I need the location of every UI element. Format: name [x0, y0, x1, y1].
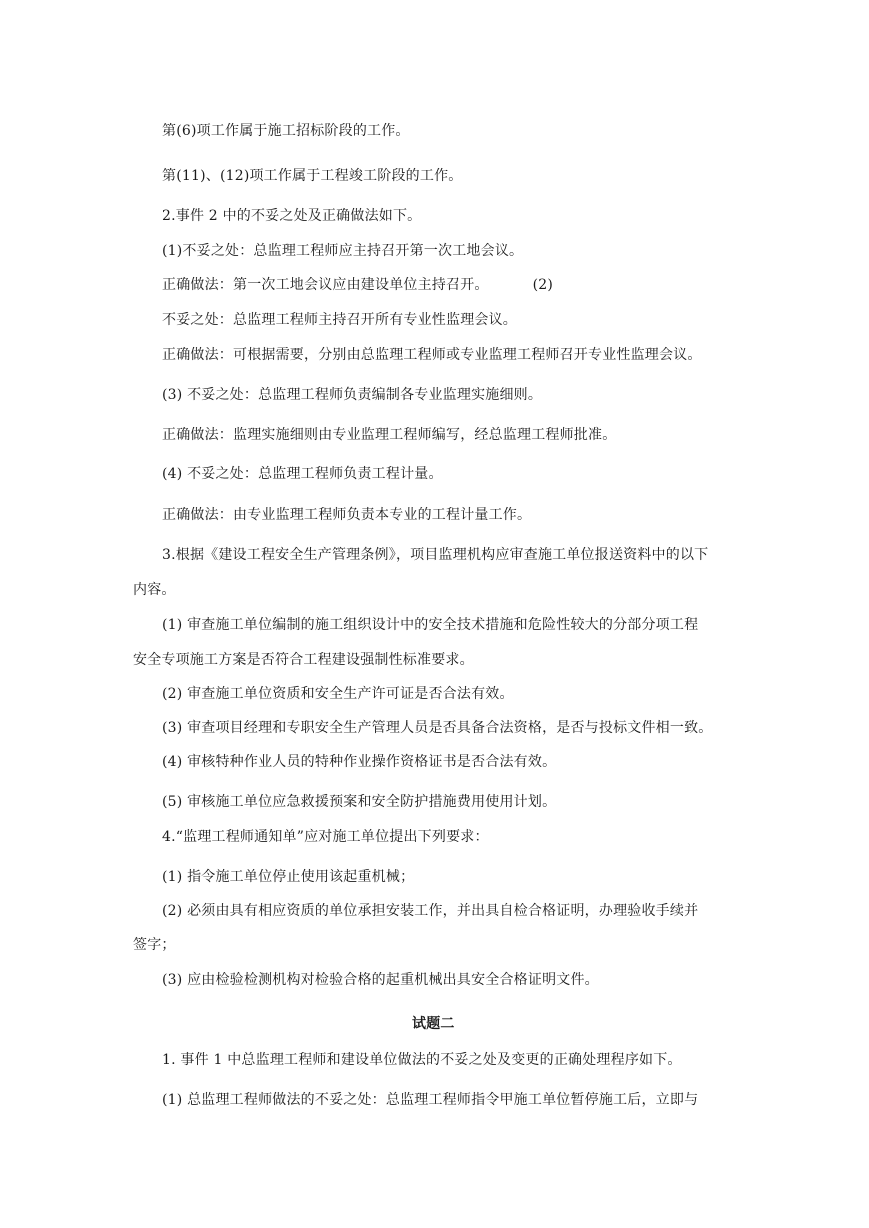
- answer-heading-3-continued: 内容。: [133, 582, 176, 598]
- item-2-number: (2): [532, 277, 554, 293]
- section-title-question-2: 试题二: [412, 1016, 455, 1032]
- correction-3-line: 正确做法：监理实施细则由专业监理工程师编写，经总监理工程师批准。: [162, 427, 617, 443]
- review-item-1-continued: 安全专项施工方案是否符合工程建设强制性标准要求。: [133, 652, 474, 668]
- requirement-1: (1) 指令施工单位停止使用该起重机械；: [162, 869, 415, 885]
- q2-item-1: (1) 总监理工程师做法的不妥之处：总监理工程师指令甲施工单位暂停施工后，立即与: [162, 1092, 699, 1108]
- requirement-2: (2) 必须由具有相应资质的单位承担安装工作，并出具自检合格证明，办理验收手续并: [162, 903, 699, 919]
- correction-2-line: 正确做法：可根据需要，分别由总监理工程师或专业监理工程师召开专业性监理会议。: [162, 347, 702, 363]
- review-item-1: (1) 审查施工单位编制的施工组织设计中的安全技术措施和危险性较大的分部分项工程: [162, 617, 699, 633]
- review-item-3: (3) 审查项目经理和专职安全生产管理人员是否具备合法资格，是否与投标文件相一致。: [162, 720, 713, 736]
- review-item-4: (4) 审核特种作业人员的特种作业操作资格证书是否合法有效。: [162, 754, 557, 770]
- answer-line-item11-12: 第(11)、(12)项工作属于工程竣工阶段的工作。: [162, 168, 463, 184]
- review-item-5: (5) 审核施工单位应急救援预案和安全防护措施费用使用计划。: [162, 794, 557, 810]
- requirement-2-continued: 签字；: [133, 937, 176, 953]
- answer-heading-q2-1: 1. 事件 1 中总监理工程师和建设单位做法的不妥之处及变更的正确处理程序如下。: [162, 1052, 682, 1068]
- correction-1-text: 正确做法：第一次工地会议应由建设单位主持召开。: [162, 277, 489, 293]
- issue-1-line: (1)不妥之处：总监理工程师应主持召开第一次工地会议。: [162, 243, 524, 259]
- review-item-2: (2) 审查施工单位资质和安全生产许可证是否合法有效。: [162, 686, 514, 702]
- answer-heading-3: 3.根据《建设工程安全生产管理条例》，项目监理机构应审查施工单位报送资料中的以下: [162, 547, 709, 563]
- issue-3-line: (3) 不妥之处：总监理工程师负责编制各专业监理实施细则。: [162, 387, 543, 403]
- issue-4-line: (4) 不妥之处：总监理工程师负责工程计量。: [162, 466, 443, 482]
- correction-4-line: 正确做法：由专业监理工程师负责本专业的工程计量工作。: [162, 507, 532, 523]
- issue-2-line: 不妥之处：总监理工程师主持召开所有专业性监理会议。: [162, 312, 517, 328]
- requirement-3: (3) 应由检验检测机构对检验合格的起重机械出具安全合格证明文件。: [162, 972, 599, 988]
- correction-1-line: [162, 275, 553, 295]
- answer-heading-event2: 2.事件 2 中的不妥之处及正确做法如下。: [162, 208, 422, 224]
- answer-heading-4: 4.“监理工程师通知单”应对施工单位提出下列要求：: [162, 829, 489, 845]
- answer-line-item6: 第(6)项工作属于施工招标阶段的工作。: [162, 123, 410, 139]
